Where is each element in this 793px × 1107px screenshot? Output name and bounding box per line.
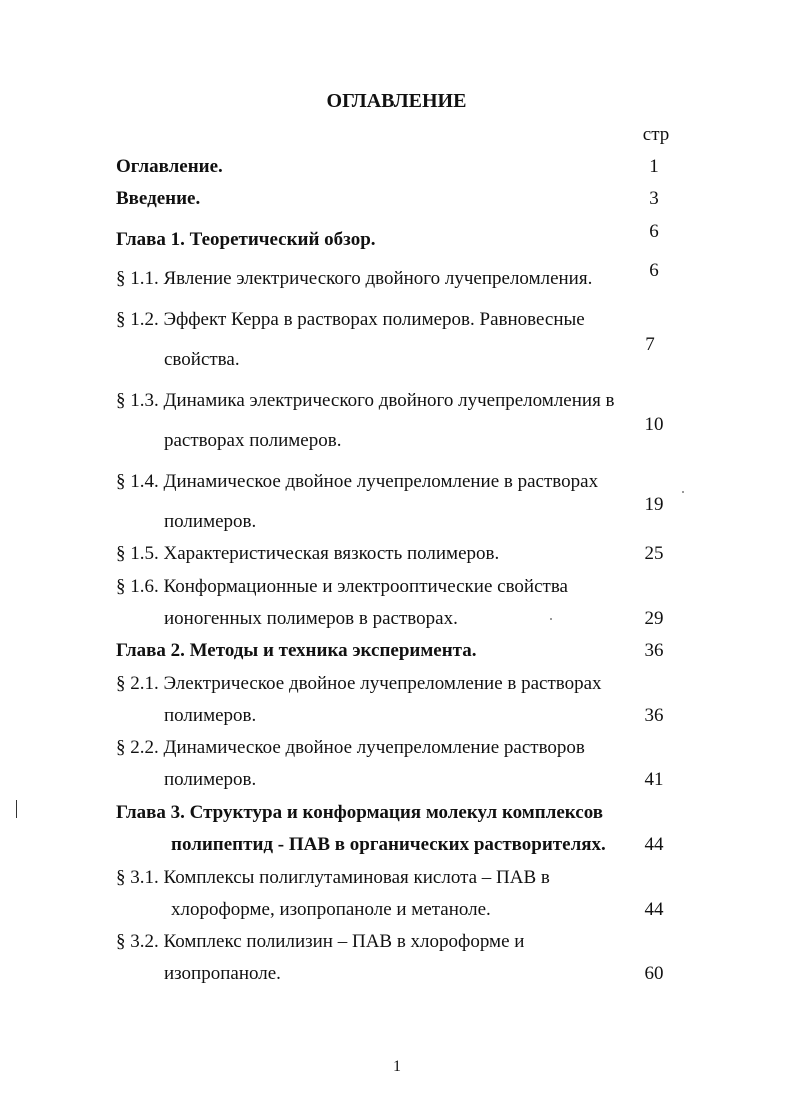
toc-section-title-line: § 1.4. Динамическое двойное лучепреломление в растворах — [116, 471, 599, 492]
toc-section-title-line: свойства. — [164, 349, 240, 370]
toc-entry-page: 6 — [649, 221, 659, 242]
toc-entry-title: Оглавление. — [116, 156, 223, 177]
toc-entry-page: 36 — [644, 640, 664, 661]
toc-entry-page: 41 — [644, 769, 664, 790]
toc-section-title-line: § 3.2. Комплекс полилизин – ПАВ в хлороформе и — [116, 931, 525, 952]
toc-entry-page: 29 — [644, 608, 664, 629]
toc-section-title-line: § 2.1. Электрическое двойное лучепреломление в растворах — [116, 673, 602, 694]
toc-entry-page: 3 — [649, 188, 659, 209]
toc-chapter-title: Глава 1. Теоретический обзор. — [116, 229, 376, 250]
toc-entry-page: 44 — [644, 899, 664, 920]
toc-entry-page: 25 — [644, 543, 664, 564]
toc-section-title-line: § 1.2. Эффект Керра в растворах полимеров. Равновесные — [116, 309, 585, 330]
scan-artifact-dot — [550, 618, 552, 620]
toc-chapter-title: Глава 2. Методы и техника эксперимента. — [116, 640, 477, 661]
toc-section-title-line: ионогенных полимеров в растворах. — [164, 608, 458, 629]
toc-entry-page: 44 — [644, 834, 664, 855]
toc-section-title-line: § 1.3. Динамика электрического двойного лучепреломления в — [116, 390, 615, 411]
toc-entry-page: 36 — [644, 705, 664, 726]
toc-section-title-line: полимеров. — [164, 511, 257, 532]
page-column-header: стр — [642, 124, 670, 145]
toc-entry-page: 10 — [644, 414, 664, 435]
toc-section-title-line: изопропаноле. — [164, 963, 281, 984]
page-title: ОГЛАВЛЕНИЕ — [326, 90, 467, 112]
toc-entry-page: 7 — [645, 334, 655, 355]
scan-artifact-dot — [682, 491, 684, 493]
toc-section-title-line: полимеров. — [164, 705, 257, 726]
toc-section-title: § 1.5. Характеристическая вязкость полимеров. — [116, 543, 500, 564]
toc-chapter-title-line: Глава 3. Структура и конформация молекул комплексов — [116, 802, 603, 823]
toc-chapter-title-line: полипептид - ПАВ в органических растворителях. — [171, 834, 606, 855]
toc-entry-page: 1 — [649, 156, 659, 177]
toc-section-title: § 1.1. Явление электрического двойного лучепреломления. — [116, 268, 593, 289]
toc-section-title-line: § 3.1. Комплексы полиглутаминовая кислота – ПАВ в — [116, 867, 550, 888]
toc-section-title-line: хлороформе, изопропаноле и метаноле. — [171, 899, 491, 920]
scan-artifact-mark — [16, 800, 17, 818]
toc-entry-page: 6 — [649, 260, 659, 281]
toc-entry-title: Введение. — [116, 188, 201, 209]
toc-section-title-line: § 2.2. Динамическое двойное лучепреломление растворов — [116, 737, 585, 758]
toc-section-title-line: полимеров. — [164, 769, 257, 790]
toc-section-title-line: растворах полимеров. — [164, 430, 342, 451]
toc-entry-page: 19 — [644, 494, 664, 515]
toc-section-title-line: § 1.6. Конформационные и электрооптические свойства — [116, 576, 568, 597]
toc-entry-page: 60 — [644, 963, 664, 984]
footer-page-number: 1 — [393, 1058, 401, 1075]
